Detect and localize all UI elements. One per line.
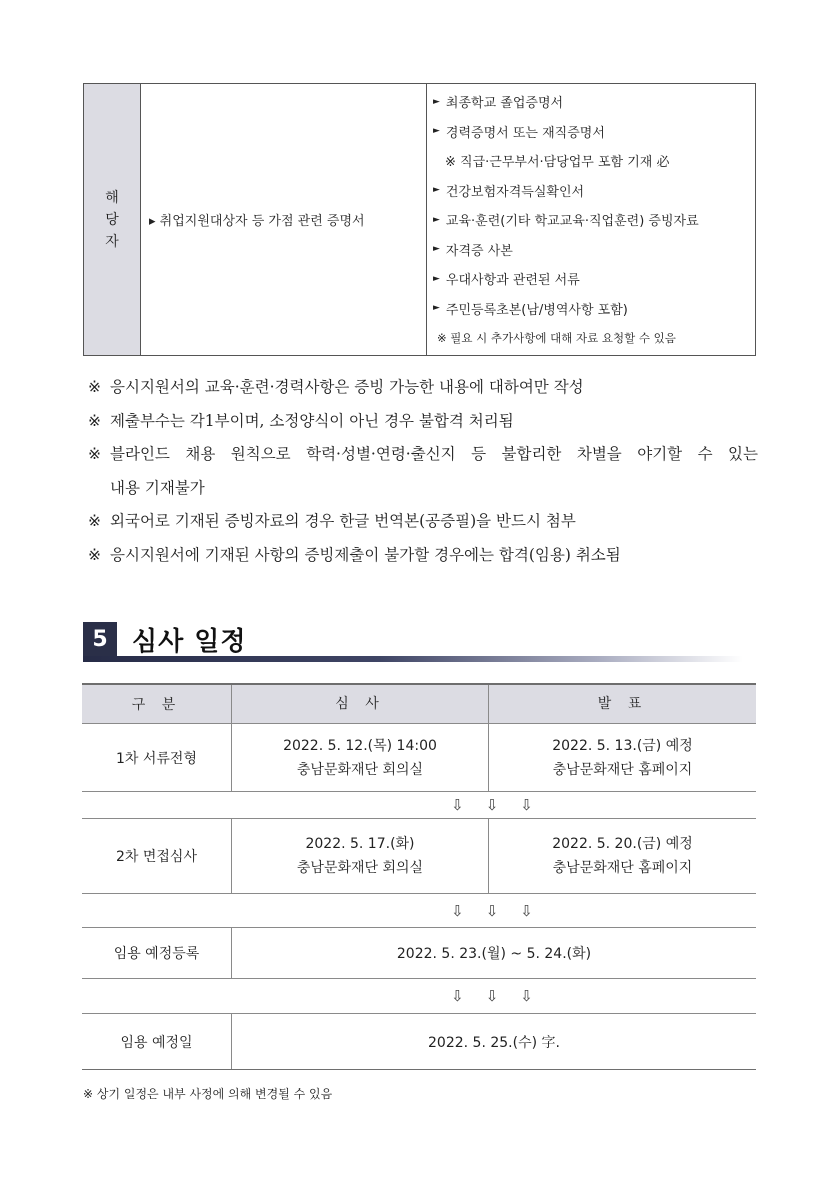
review-date: 2022. 5. 17.(화) — [305, 836, 415, 852]
note-continuation: 내용 기재불가 — [110, 478, 205, 497]
section-title: 심사 일정 — [132, 626, 247, 657]
eligibility-documents-table — [83, 83, 756, 356]
list-item — [433, 175, 755, 205]
triangle-bullet-icon: ► — [433, 273, 440, 284]
document-text: 교육·훈련(기타 학교교육·직업훈련) 증빙자료 — [445, 214, 699, 229]
triangle-bullet-icon: ► — [433, 185, 440, 195]
announce-cell — [489, 819, 756, 893]
list-item — [433, 116, 755, 146]
down-arrow-icon: ⇩ — [485, 987, 499, 1005]
note-text: 제출부수는 각1부이며, 소정양식이 아닌 경우 불합격 처리됨 — [110, 411, 514, 430]
merged-date-cell: 2022. 5. 25.(수) 字. — [428, 1034, 560, 1051]
review-cell — [232, 819, 489, 893]
table-row — [82, 724, 756, 792]
list-item — [433, 87, 755, 117]
note-text: 블라인드 채용 원칙으로 학력·성별·연령·출신지 등 불합리한 차별을 야기할 수 있는 — [110, 445, 758, 463]
down-arrow-icon: ⇩ — [485, 901, 499, 920]
stage-label: 임용 예정등록 — [82, 928, 232, 978]
review-date: 2022. 5. 12.(목) 14:00 — [283, 737, 437, 754]
arrow-row — [82, 894, 756, 928]
note-text: 응시지원서에 기재된 사항의 증빙제출이 불가할 경우에는 합격(임용) 취소됨 — [110, 545, 621, 564]
note-mark: ※ — [88, 411, 101, 430]
down-arrow-icon: ⇩ — [451, 901, 464, 920]
table-row — [82, 1014, 756, 1070]
arrow-row — [82, 792, 756, 819]
note-mark: ※ — [88, 445, 101, 463]
notes-list — [88, 371, 758, 572]
announce-date: 2022. 5. 20.(금) 예정 — [552, 836, 693, 852]
document-text: 주민등록초본(남/병역사항 포함) — [445, 302, 628, 318]
header-char: 해 — [105, 189, 119, 206]
column-header: 발 표 — [597, 696, 648, 712]
review-cell — [232, 724, 489, 791]
header-char: 당 — [105, 211, 119, 228]
category-cell — [141, 84, 427, 355]
down-arrow-icon: ⇩ — [451, 987, 464, 1005]
merged-date-cell: 2022. 5. 23.(월) ~ 5. 24.(화) — [396, 946, 592, 962]
announce-date: 2022. 5. 13.(금) 예정 — [552, 737, 693, 754]
down-arrow-icon: ⇩ — [520, 987, 533, 1005]
column-header: 심 사 — [232, 685, 489, 723]
header-char: 자 — [105, 233, 119, 250]
arrow-row — [82, 979, 756, 1014]
stage-label: 임용 예정일 — [82, 1014, 232, 1069]
category-label: ▸ 취업지원대상자 등 가점 관련 증명서 — [149, 214, 365, 229]
document-text: 건강보험자격득실확인서 — [445, 184, 585, 200]
document-text: ※ 직급·근무부서·담당업무 포함 기재 必 — [445, 155, 670, 170]
announce-place: 충남문화재단 홈페이지 — [552, 761, 693, 778]
column-header: 구 분 — [82, 685, 232, 723]
footnote: ※ 상기 일정은 내부 사정에 의해 변경될 수 있음 — [83, 1087, 333, 1101]
document-text: 자격증 사본 — [445, 243, 513, 259]
note-item — [88, 371, 758, 405]
down-arrow-icon: ⇩ — [520, 901, 533, 920]
schedule-table — [82, 683, 756, 1070]
document-text: 경력증명서 또는 재직증명서 — [445, 125, 605, 141]
note-mark: ※ — [88, 378, 101, 396]
announce-place: 충남문화재단 홈페이지 — [552, 860, 693, 876]
list-item-note — [433, 146, 755, 176]
note-mark: ※ — [88, 512, 101, 530]
triangle-bullet-icon: ► — [433, 96, 440, 107]
document-list — [427, 84, 755, 355]
note-text: 응시지원서의 교육·훈련·경력사항은 증빙 가능한 내용에 대하여만 작성 — [110, 378, 584, 396]
stage-label: 2차 면접심사 — [82, 819, 232, 893]
triangle-bullet-icon: ► — [433, 214, 440, 225]
note-item — [88, 539, 758, 573]
down-arrow-icon: ⇩ — [520, 796, 533, 814]
section-underline — [83, 656, 743, 662]
document-text: ※ 필요 시 추가사항에 대해 자료 요청할 수 있음 — [437, 330, 676, 345]
list-item — [433, 264, 755, 294]
note-text: 외국어로 기재된 증빙자료의 경우 한글 번역본(공증필)을 반드시 첨부 — [110, 512, 576, 530]
note-mark: ※ — [88, 545, 101, 564]
list-item — [433, 234, 755, 264]
down-arrow-icon: ⇩ — [451, 796, 464, 814]
table-row — [82, 819, 756, 894]
section-number: 5 — [83, 622, 117, 656]
document-text: 우대사항과 관련된 서류 — [445, 273, 580, 288]
review-place: 충남문화재단 회의실 — [296, 761, 424, 778]
table-header-row — [82, 683, 756, 724]
list-item — [433, 205, 755, 235]
note-item — [88, 438, 758, 472]
note-item — [88, 505, 758, 539]
note-item — [88, 405, 758, 439]
document-text: 최종학교 졸업증명서 — [445, 96, 564, 111]
review-place: 충남문화재단 회의실 — [296, 860, 424, 876]
section-heading — [83, 621, 247, 657]
down-arrow-icon: ⇩ — [485, 796, 499, 814]
triangle-bullet-icon: ► — [433, 244, 440, 254]
announce-cell — [489, 724, 756, 791]
triangle-bullet-icon: ► — [433, 303, 440, 313]
table-row — [82, 928, 756, 979]
row-header-applicant — [84, 84, 141, 355]
triangle-bullet-icon: ► — [433, 126, 440, 136]
list-item-note — [433, 323, 755, 353]
list-item — [433, 293, 755, 323]
stage-label: 1차 서류전형 — [82, 724, 232, 791]
